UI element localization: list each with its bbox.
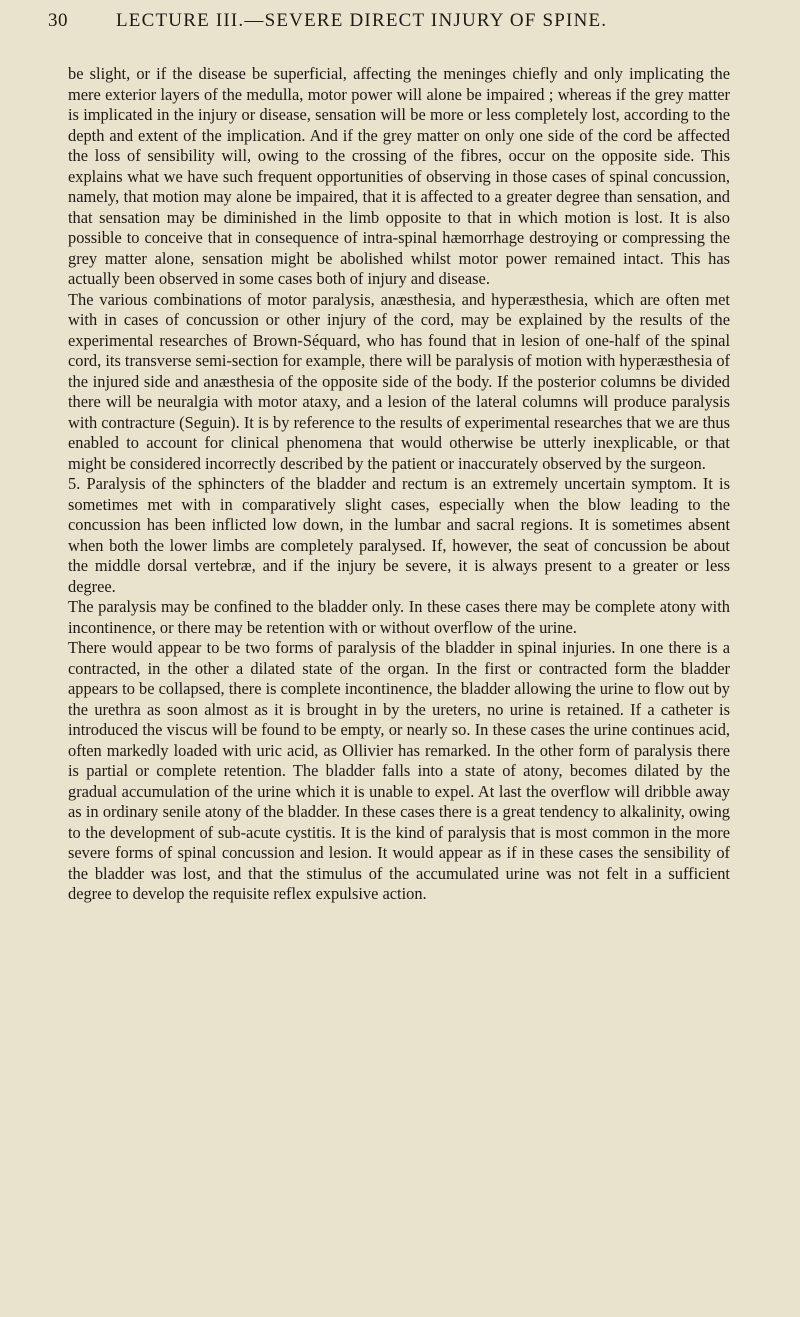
running-head xyxy=(48,10,730,50)
page-number: 30 xyxy=(48,10,68,31)
paragraph: 5. Paralysis of the sphincters of the bladder and rectum is an extremely uncertain symptom. It is sometimes met with in comparatively slight cases, especially when the blow leading to the concussion has been inflicted low down, in the lumbar and sacral regions. It is sometimes absent when both the lower limbs are completely paralysed. If, however, the seat of concussion be about the middle dorsal vertebræ, and if the injury be severe, it is always present to a greater or less degree. xyxy=(68,474,730,596)
body-text xyxy=(68,64,730,905)
paragraph: The various combinations of motor paralysis, anæsthesia, and hyperæsthesia, which are often met with in cases of concussion or other injury of the cord, may be explained by the results of the experimental researches of Brown-Séquard, who has found that in lesion of one-half of the spinal cord, its transverse semi-section for example, there will be paralysis of motion with hyperæsthesia of the injured side and anæsthesia of the opposite side of the body. If the posterior columns be divided there will be neuralgia with motor ataxy, and a lesion of the lateral columns will produce paralysis with contracture (Seguin). It is by reference to the results of experimental researches that we are thus enabled to account for clinical phenomena that would otherwise be utterly inexplicable, or that might be considered incorrectly described by the patient or inaccurately observed by the surgeon. xyxy=(68,289,730,473)
chapter-title: LECTURE III.—SEVERE DIRECT INJURY OF SPINE. xyxy=(116,10,608,31)
paragraph: be slight, or if the disease be superficial, affecting the meninges chiefly and only implicating the mere exterior layers of the medulla, motor power will alone be impaired ; whereas if the grey matter is implicated in the injury or disease, sensation will be more or less completely lost, according to the depth and extent of the implication. And if the grey matter on only one side of the cord be affected the loss of sensibility will, owing to the crossing of the fibres, occur on the opposite side. This explains what we have such frequent opportunities of observing in those cases of spinal concussion, namely, that motion may alone be impaired, that it is affected to a greater degree than sensation, and that sensation may be diminished in the limb opposite to that in which motion is lost. It is also possible to conceive that in consequence of intra-spinal hæmorrhage destroying or compressing the grey matter alone, sensation might be abolished whilst motor power remained intact. This has actually been observed in some cases both of injury and disease. xyxy=(68,64,730,288)
paragraph: There would appear to be two forms of paralysis of the bladder in spinal injuries. In one there is a contracted, in the other a dilated state of the organ. In the first or contracted form the bladder appears to be collapsed, there is complete incontinence, the bladder allowing the urine to flow out by the urethra as soon almost as it is brought in by the ureters, no urine is retained. If a catheter is introduced the viscus will be found to be empty, or nearly so. In these cases the urine continues acid, often markedly loaded with uric acid, as Ollivier has remarked. In the other form of paralysis there is partial or complete retention. The bladder falls into a state of atony, becomes dilated by the gradual accumulation of the urine which it is unable to expel. At last the overflow will dribble away as in ordinary senile atony of the bladder. In these cases there is a great tendency to alkalinity, owing to the development of sub-acute cystitis. It is the kind of paralysis that is most common in the more severe forms of spinal concussion and lesion. It would appear as if in these cases the sensibility of the bladder was lost, and that the stimulus of the accumulated urine was not felt in a sufficient degree to develop the requisite reflex expulsive action. xyxy=(68,638,730,903)
paragraph: The paralysis may be confined to the bladder only. In these cases there may be complete atony with incontinence, or there may be retention with or without overflow of the urine. xyxy=(68,597,730,637)
